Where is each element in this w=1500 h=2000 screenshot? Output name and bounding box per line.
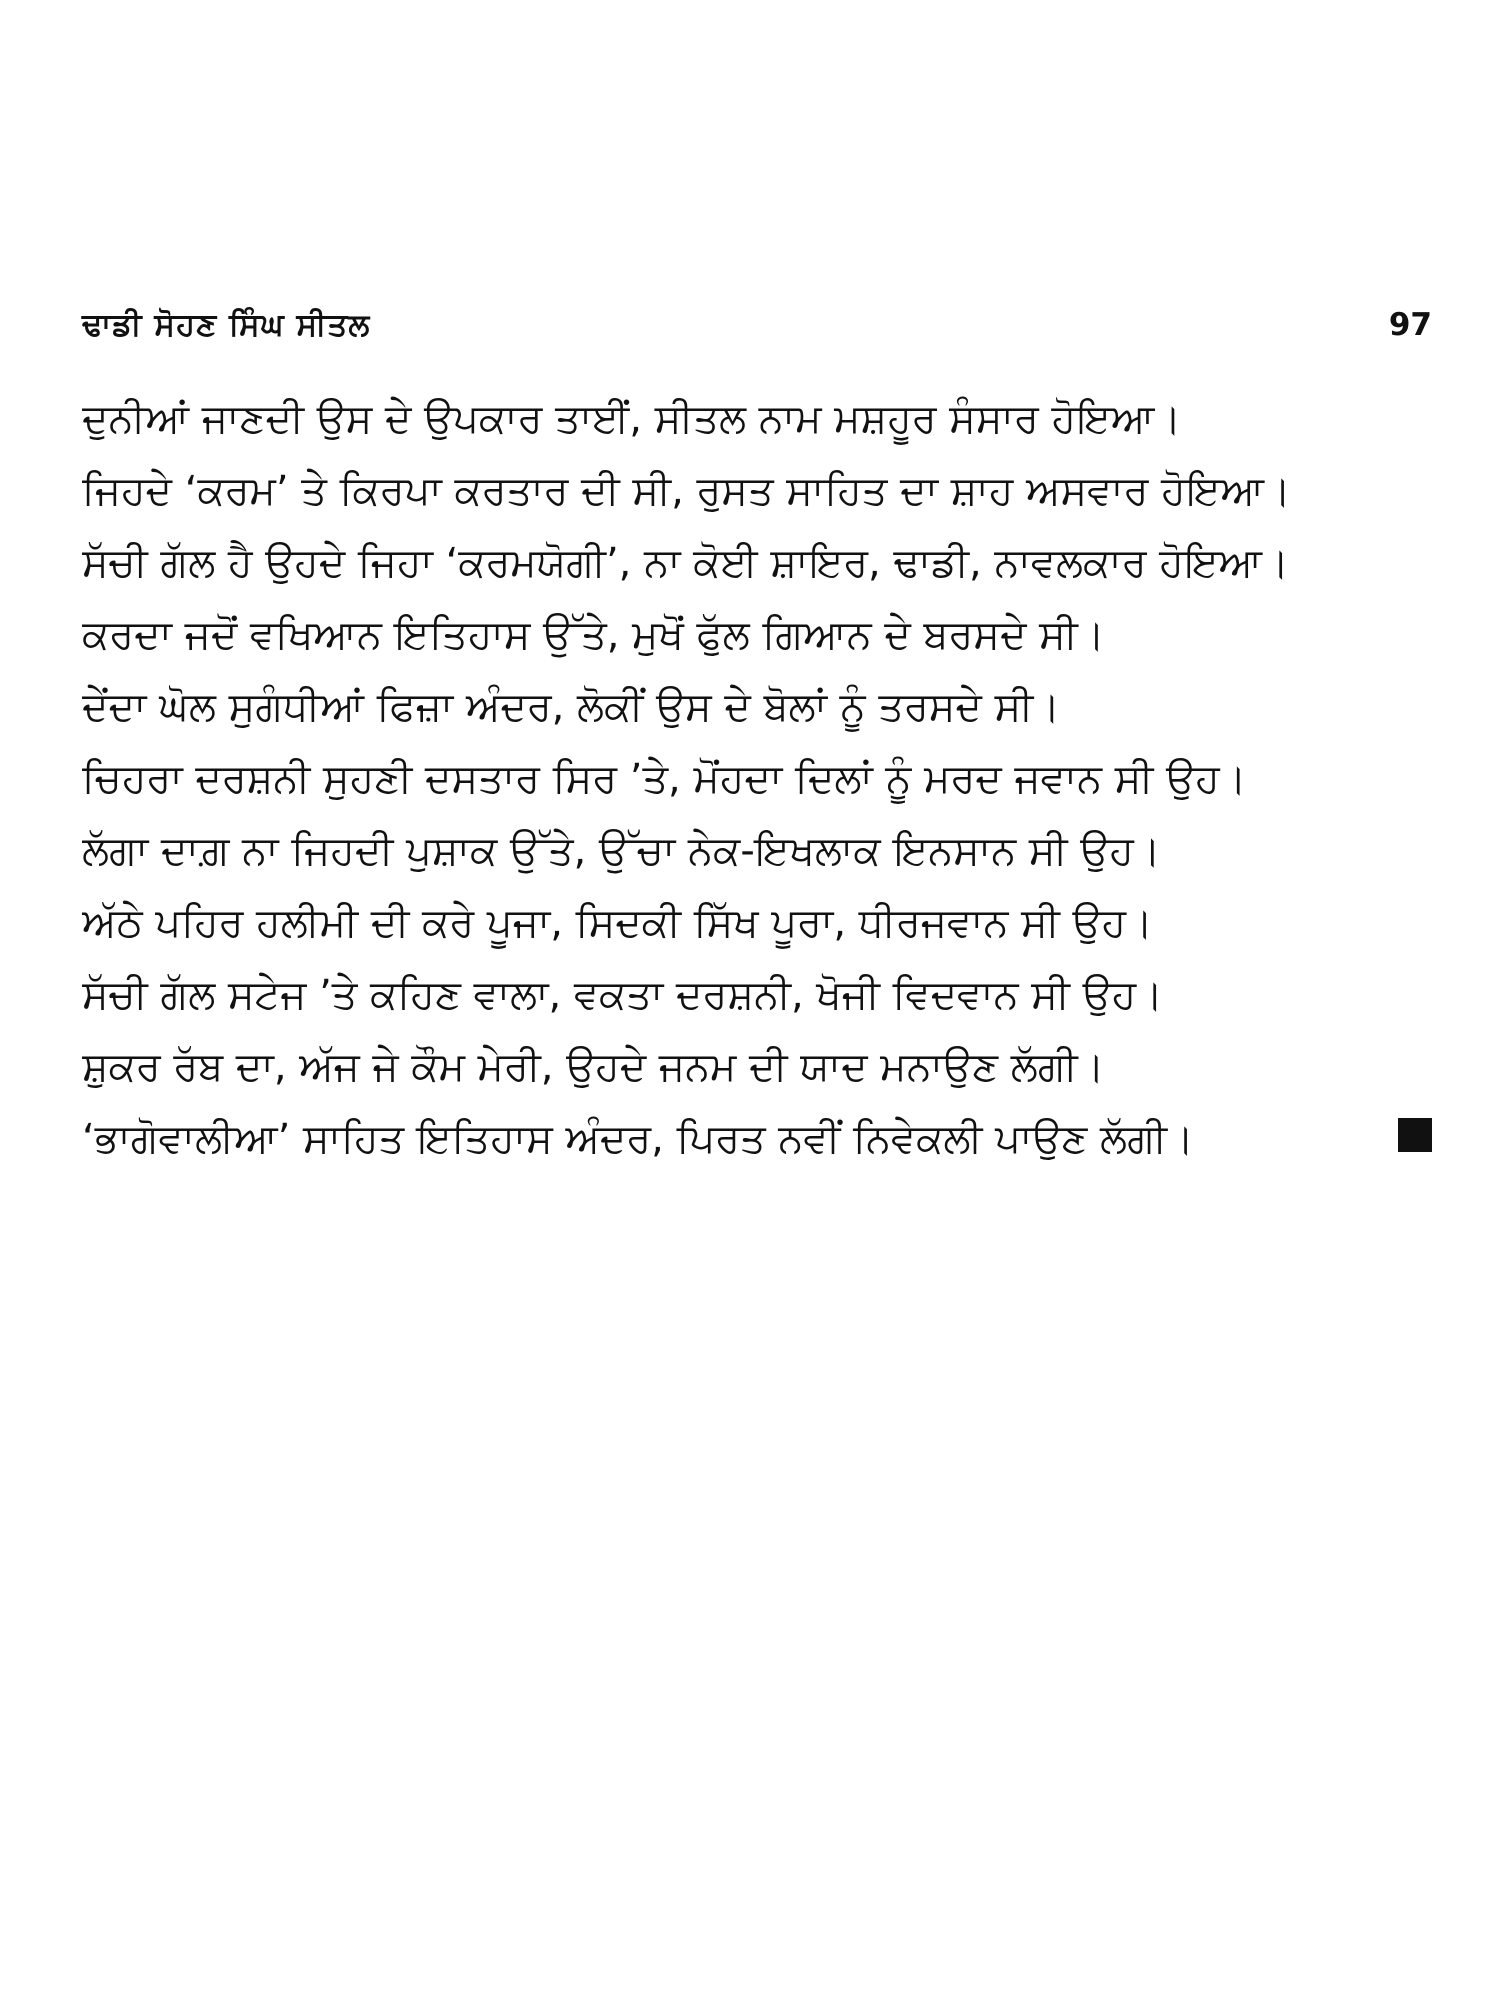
poem-line-9: ਸੱਚੀ ਗੱਲ ਸਟੇਜ ’ਤੇ ਕਹਿਣ ਵਾਲਾ, ਵਕਤਾ ਦਰਸ਼ਨੀ, ਖੋਜੀ ਵਿਦਵਾਨ ਸੀ ਉਹ। — [82, 972, 1164, 1018]
poem-line-10: ਸ਼ੁਕਰ ਰੱਬ ਦਾ, ਅੱਜ ਜੇ ਕੌਮ ਮੇਰੀ, ਉਹਦੇ ਜਨਮ ਦੀ ਯਾਦ ਮਨਾਉਣ ਲੱਗੀ। — [82, 1044, 1105, 1090]
poem-line-4: ਕਰਦਾ ਜਦੋਂ ਵਖਿਆਨ ਇਤਿਹਾਸ ਉੱਤੇ, ਮੁਖੋਂ ਫੁੱਲ ਗਿਆਨ ਦੇ ਬਰਸਦੇ ਸੀ। — [82, 612, 1105, 658]
black-square-icon — [1398, 1118, 1432, 1152]
book-title: ਢਾਡੀ ਸੋਹਣ ਸਿੰਘ ਸੀਤਲ — [82, 307, 371, 343]
running-header — [82, 300, 1432, 350]
poem-line-5: ਦੇਂਦਾ ਘੋਲ ਸੁਗੰਧੀਆਂ ਫਿਜ਼ਾ ਅੰਦਰ, ਲੋਕੀਂ ਉਸ ਦੇ ਬੋਲਾਂ ਨੂੰ ਤਰਸਦੇ ਸੀ। — [82, 684, 1061, 730]
page-number: 97 — [1388, 307, 1432, 343]
poem-line-3: ਸੱਚੀ ਗੱਲ ਹੈ ਉਹਦੇ ਜਿਹਾ ‘ਕਰਮਯੋਗੀ’, ਨਾ ਕੋਈ ਸ਼ਾਇਰ, ਢਾਡੀ, ਨਾਵਲਕਾਰ ਹੋਇਆ। — [82, 540, 1290, 586]
poem-line-1: ਦੁਨੀਆਂ ਜਾਣਦੀ ਉਸ ਦੇ ਉਪਕਾਰ ਤਾਈਂ, ਸੀਤਲ ਨਾਮ ਮਸ਼ਹੂਰ ਸੰਸਾਰ ਹੋਇਆ। — [82, 396, 1182, 442]
poem-text — [82, 383, 1442, 1175]
poem-line-6: ਚਿਹਰਾ ਦਰਸ਼ਨੀ ਸੁਹਣੀ ਦਸਤਾਰ ਸਿਰ ’ਤੇ, ਮੋਂਹਦਾ ਦਿਲਾਂ ਨੂੰ ਮਰਦ ਜਵਾਨ ਸੀ ਉਹ। — [82, 756, 1247, 802]
poem-line-8: ਅੱਠੇ ਪਹਿਰ ਹਲੀਮੀ ਦੀ ਕਰੇ ਪੂਜਾ, ਸਿਦਕੀ ਸਿੱਖ ਪੂਰਾ, ਧੀਰਜਵਾਨ ਸੀ ਉਹ। — [82, 900, 1153, 946]
poem-line-11: ‘ਭਾਗੋਵਾਲੀਆ’ ਸਾਹਿਤ ਇਤਿਹਾਸ ਅੰਦਰ, ਪਿਰਤ ਨਵੀਂ ਨਿਵੇਕਲੀ ਪਾਉਣ ਲੱਗੀ। — [82, 1116, 1194, 1162]
poem-line-2: ਜਿਹਦੇ ‘ਕਰਮ’ ਤੇ ਕਿਰਪਾ ਕਰਤਾਰ ਦੀ ਸੀ, ਰੁਸਤ ਸਾਹਿਤ ਦਾ ਸ਼ਾਹ ਅਸਵਾਰ ਹੋਇਆ। — [82, 468, 1291, 514]
poem-line-7: ਲੱਗਾ ਦਾਗ਼ ਨਾ ਜਿਹਦੀ ਪੁਸ਼ਾਕ ਉੱਤੇ, ਉੱਚਾ ਨੇਕ-ਇਖਲਾਕ ਇਨਸਾਨ ਸੀ ਉਹ। — [82, 828, 1161, 874]
